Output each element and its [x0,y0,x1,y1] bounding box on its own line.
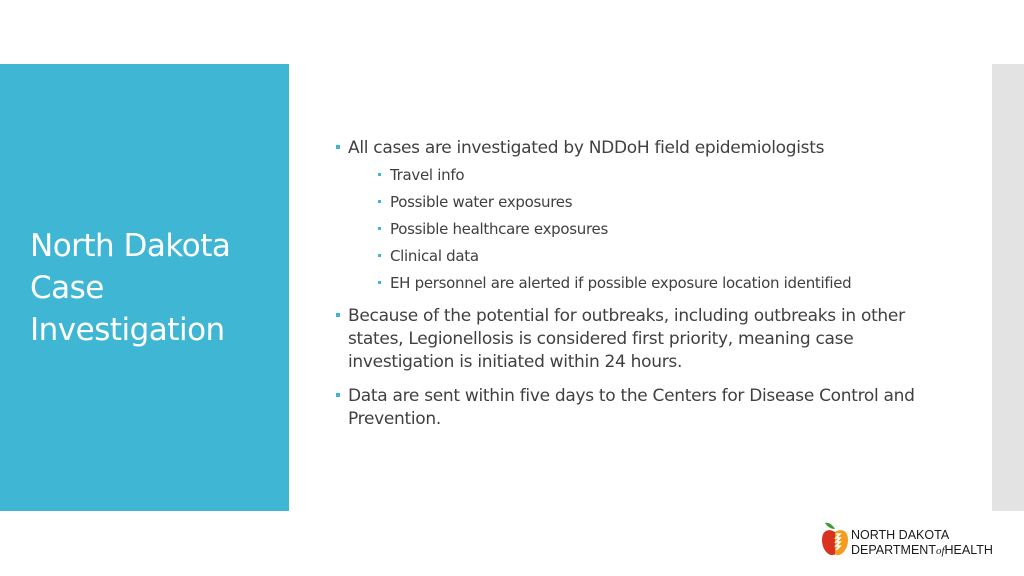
slide-title-line-1: North Dakota [30,228,231,264]
logo-of: of [935,545,945,557]
logo-department: DEPARTMENT [851,543,936,557]
slide-content [333,137,933,431]
bullet-text: All cases are investigated by NDDoH field epidemiologists [348,138,825,158]
logo-line-1: NORTH DAKOTA [851,528,950,542]
bullet-square-icon [336,393,340,397]
bullet-item [333,137,933,160]
bullet-square-icon [378,281,381,284]
leaf-icon [825,523,835,529]
sub-bullet-text: Clinical data [390,247,479,265]
slide-title-line-3: Investigation [30,312,225,348]
apple-left-half-icon [822,530,835,555]
sub-bullet-text: Travel info [390,166,465,184]
bullet-text: Data are sent within five days to the Centers for Disease Control and Prevention. [348,386,915,429]
sub-bullet-item [333,189,933,216]
nd-department-of-health-logo [820,520,1015,564]
bullet-spacer [333,374,933,385]
bullet-text: Because of the potential for outbreaks, including outbreaks in other states, Legionellosis is considered first priority, meaning case investigation is initiated within 24 hours. [348,306,905,372]
bullet-item [333,305,933,374]
sub-bullet-item [333,270,933,297]
apple-logo-icon [820,520,850,560]
bullet-square-icon [378,227,381,230]
logo-health: HEALTH [944,543,993,557]
bullet-square-icon [336,145,340,149]
bullet-square-icon [336,313,340,317]
sub-bullet-list [333,162,933,297]
sub-bullet-item [333,243,933,270]
bullet-square-icon [378,173,381,176]
slide-title-line-2: Case [30,270,104,306]
bullet-item [333,385,933,431]
sub-bullet-text: EH personnel are alerted if possible exposure location identified [390,274,852,292]
sub-bullet-text: Possible water exposures [390,193,573,211]
bullet-square-icon [378,200,381,203]
slide-title [30,225,280,351]
bullet-square-icon [378,254,381,257]
logo-text [851,528,993,559]
sub-bullet-text: Possible healthcare exposures [390,220,608,238]
right-side-bar [992,64,1024,511]
sub-bullet-item [333,162,933,189]
logo-line-2 [851,543,993,559]
sub-bullet-item [333,216,933,243]
